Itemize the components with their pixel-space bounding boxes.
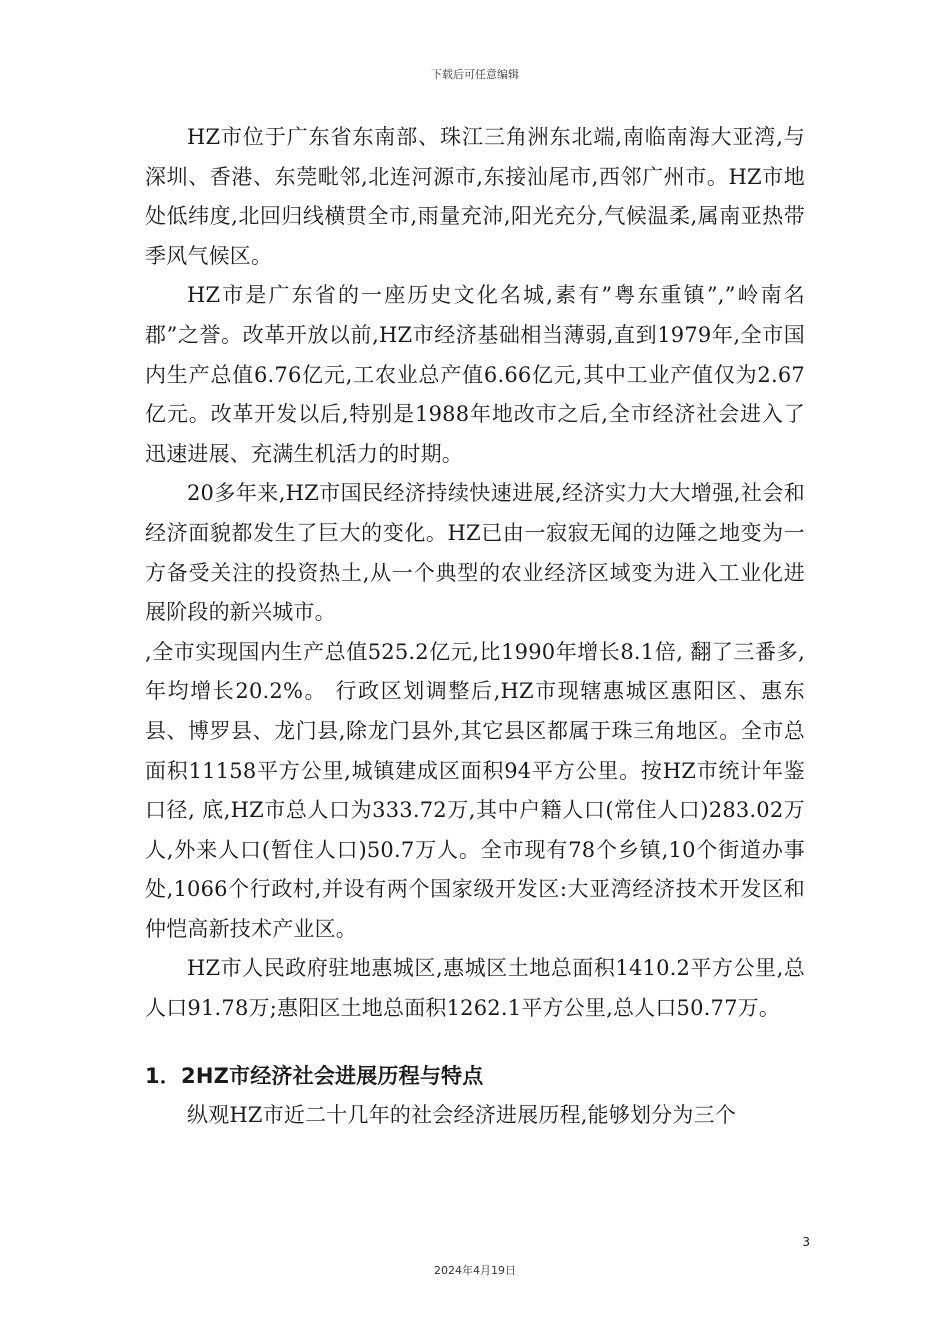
paragraph-statistics: ,全市实现国内生产总值525.2亿元,比1990年增长8.1倍, 翻了三番多,年均增长20.2%。 行政区划调整后,HZ市现辖惠城区惠阳区、惠东县、博罗县、龙门县,除龙门县外,其它县区都属于珠三角地区。全市总面积11158平方公里,城镇建成区面积94平方公里。按HZ市统计年鉴口径, 底,HZ市总人口为333.72万,其中户籍人口(常住人口)283.02万人,外来人口(暂住人口)50.7万人。全市现有78个乡镇,10个街道办事处,1066个行政村,并设有两个国家级开发区:大亚湾经济技术开发区和仲恺高新技术产业区。: [145, 639, 805, 941]
paragraph-history: HZ市是广东省的一座历史文化名城,素有”粤东重镇”,”岭南名郡”之誉。改革开放以前,HZ市经济基础相当薄弱,直到1979年,全市国内生产总值6.76亿元,工农业总产值6.66亿元,其中工业产值仅为2.67亿元。改革开发以后,特别是1988年地改市之后,全市经济社会进入了迅速进展、充满生机活力的时期。: [145, 283, 805, 466]
paragraph-development: 20多年来,HZ市国民经济持续快速进展,经济实力大大增强,社会和经济面貌都发生了巨大的变化。HZ已由一寂寂无闻的边陲之地变为一方备受关注的投资热土,从一个典型的农业经济区域变为进入工业化进展阶段的新兴城市。: [145, 481, 805, 625]
paragraph-government: HZ市人民政府驻地惠城区,惠城区土地总面积1410.2平方公里,总人口91.78万;惠阳区土地总面积1262.1平方公里,总人口50.77万。: [145, 956, 805, 1021]
document-body: [145, 118, 805, 1136]
paragraph-location: HZ市位于广东省东南部、珠江三角洲东北端,南临南海大亚湾,与深圳、香港、东莞毗邻,北连河源市,东接汕尾市,西邻广州市。HZ市地处低纬度,北回归线横贯全市,雨量充沛,阳光充分,气候温柔,属南亚热带季风气候区。: [145, 125, 805, 268]
paragraph-overview: 纵观HZ市近二十几年的社会经济进展历程,能够划分为三个: [187, 1103, 736, 1128]
footer-date: 2024年4月19日: [434, 1264, 516, 1277]
header-note: 下载后可任意编辑: [431, 68, 519, 81]
page-number: 3: [802, 1235, 810, 1249]
section-heading: 1．2HZ市经济社会进展历程与特点: [145, 1063, 484, 1088]
